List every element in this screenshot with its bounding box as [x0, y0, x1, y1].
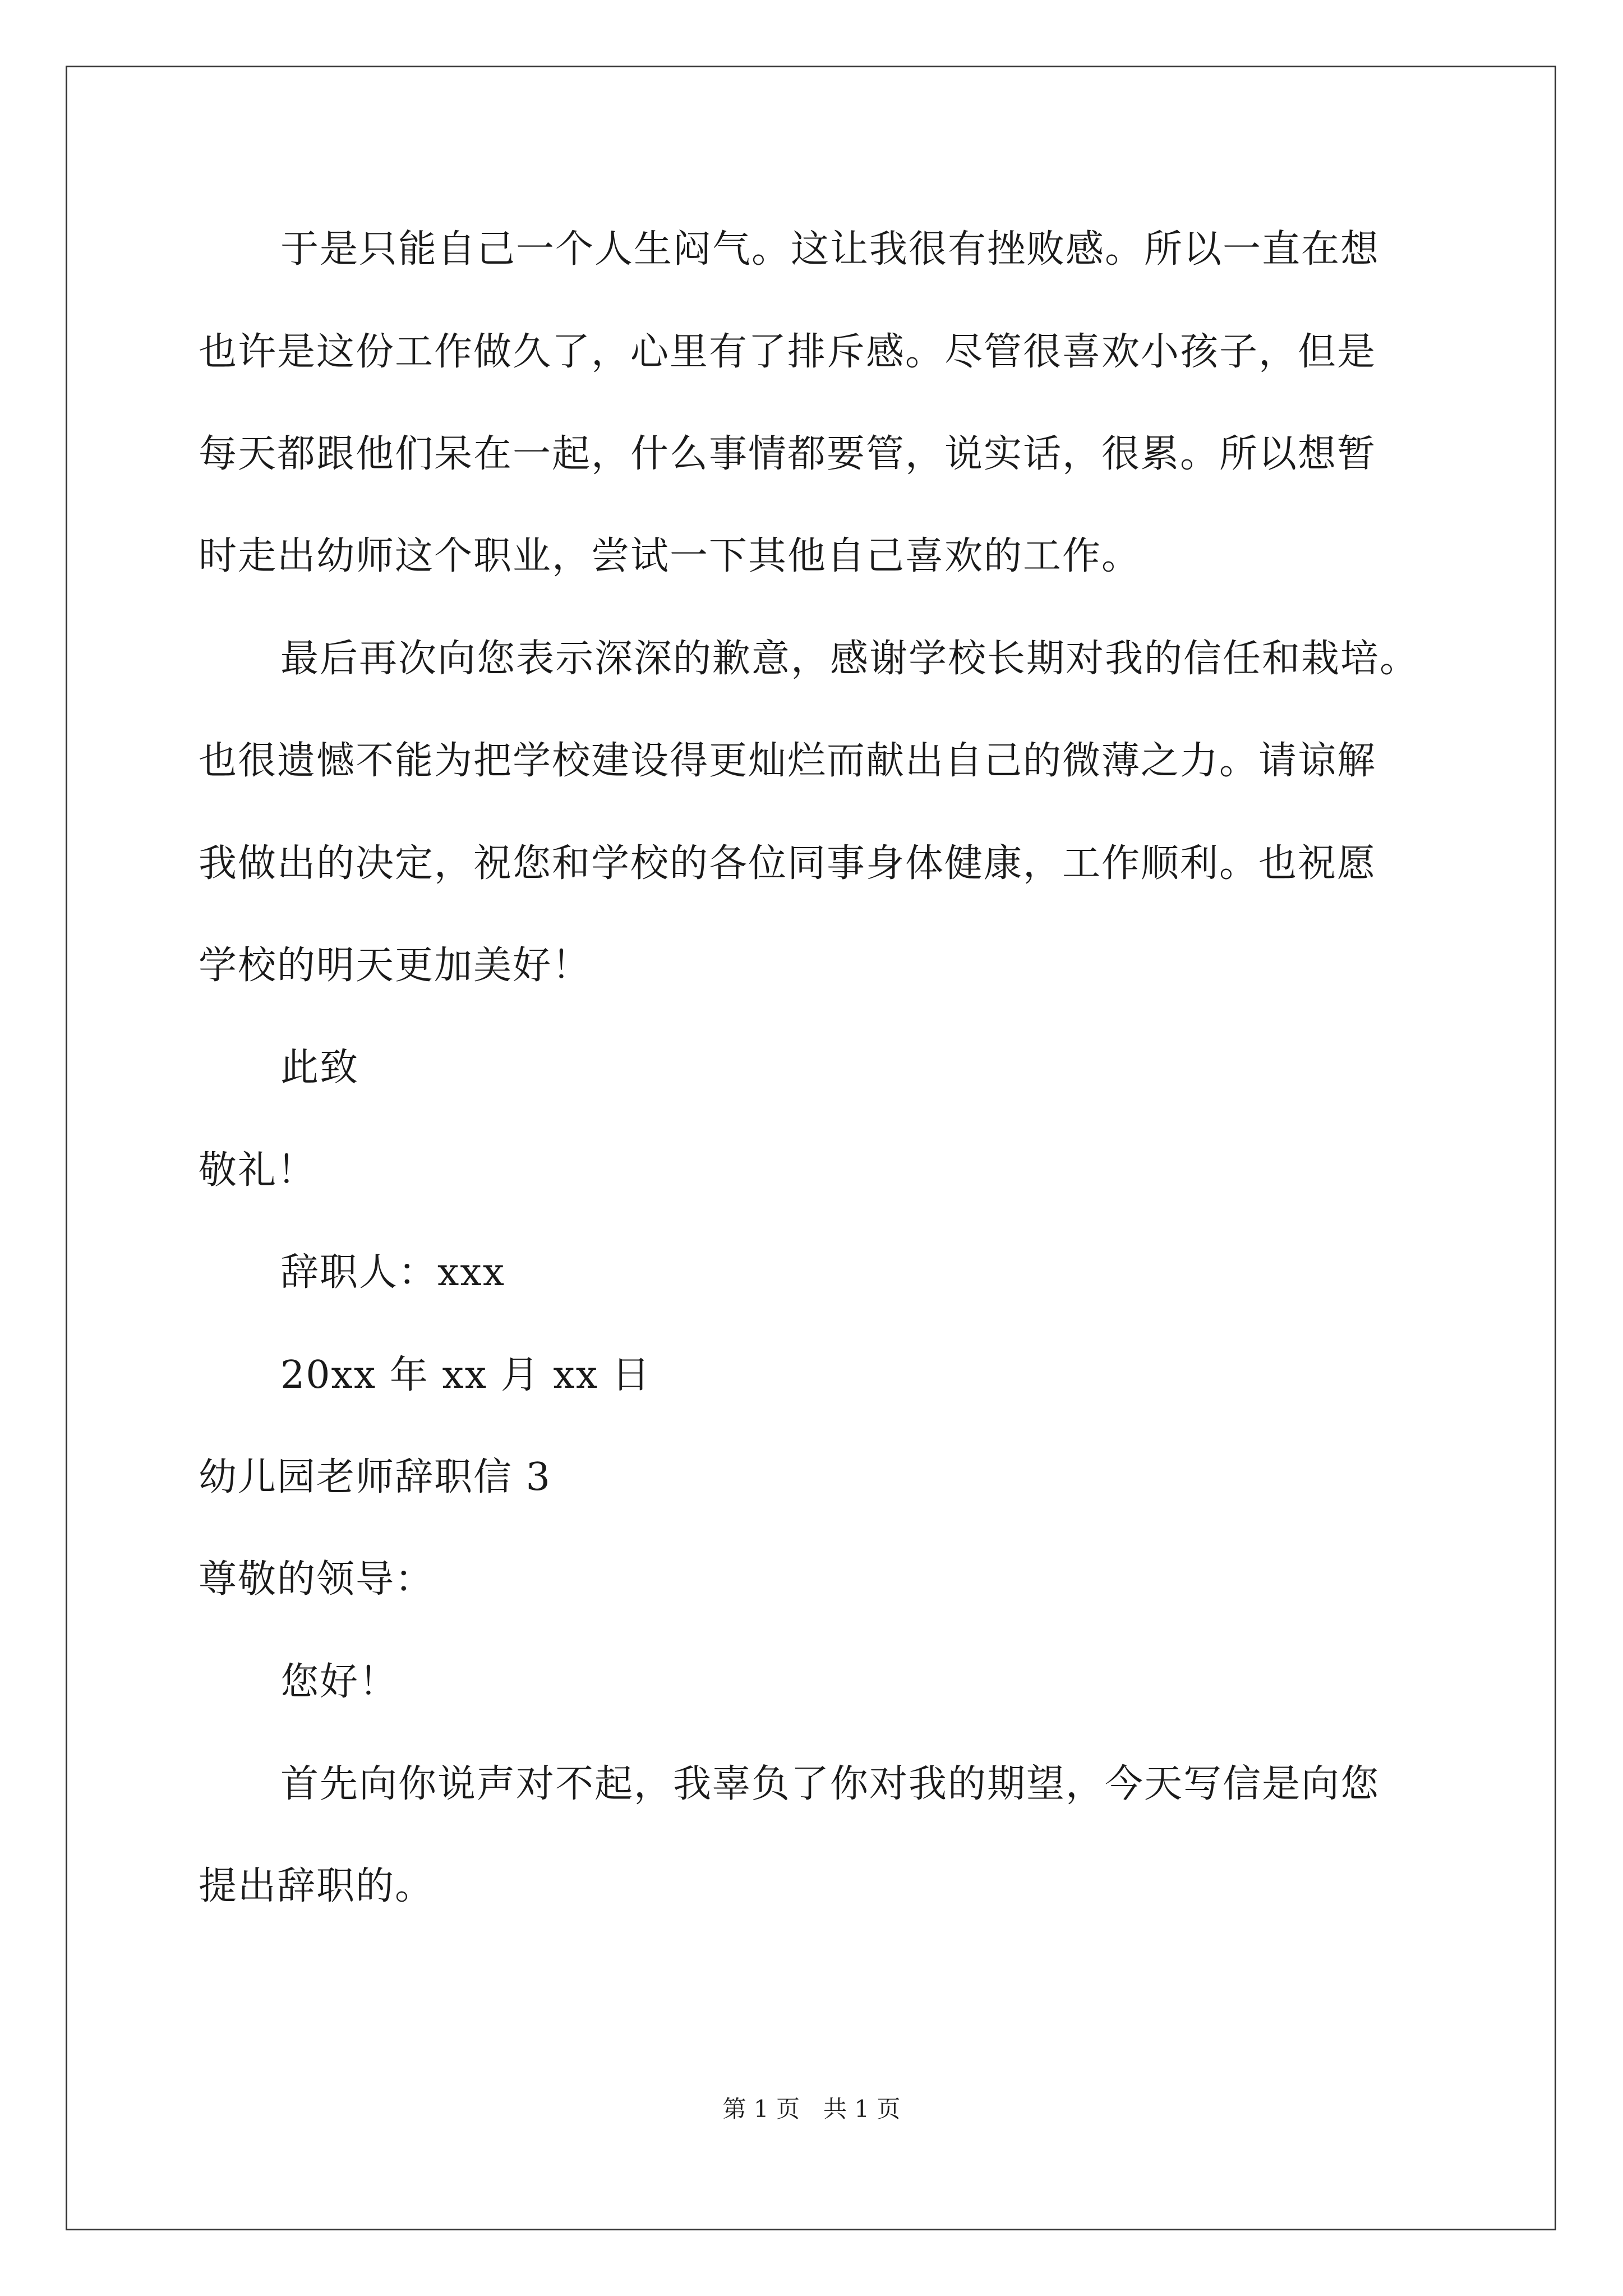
paragraph-line: 首先向你说声对不起，我辜负了你对我的期望，今天写信是向您 [280, 1762, 1380, 1806]
paragraph-line: 学校的明天更加美好！ [199, 944, 592, 988]
page-number-footer: 第 1 页 共 1 页 [722, 2095, 901, 2123]
paragraph-line: 也许是这份工作做久了，心里有了排斥感。尽管很喜欢小孩子，但是 [199, 330, 1377, 374]
paragraph-line: 每天都跟他们呆在一起，什么事情都要管，说实话，很累。所以想暂 [199, 432, 1377, 476]
paragraph-line: 于是只能自己一个人生闷气。这让我很有挫败感。所以一直在想 [280, 227, 1380, 272]
closing-salutation: 此致 [280, 1046, 359, 1090]
recipient-line: 尊敬的领导： [199, 1557, 435, 1602]
signer-line: 辞职人：xxx [280, 1250, 506, 1295]
greeting-line: 您好！ [280, 1660, 399, 1704]
paragraph-line: 提出辞职的。 [199, 1864, 435, 1908]
paragraph-line: 最后再次向您表示深深的歉意，感谢学校长期对我的信任和栽培。 [280, 637, 1419, 681]
paragraph-line: 也很遗憾不能为把学校建设得更灿烂而献出自己的微薄之力。请谅解 [199, 739, 1377, 783]
paragraph-line: 时走出幼师这个职业，尝试一下其他自己喜欢的工作。 [199, 534, 1141, 578]
closing-regards: 敬礼！ [199, 1148, 317, 1193]
section-title: 幼儿园老师辞职信 3 [199, 1455, 551, 1499]
date-line: 20xx 年 xx 月 xx 日 [280, 1353, 651, 1397]
paragraph-line: 我做出的决定，祝您和学校的各位同事身体健康，工作顺利。也祝愿 [199, 841, 1377, 886]
